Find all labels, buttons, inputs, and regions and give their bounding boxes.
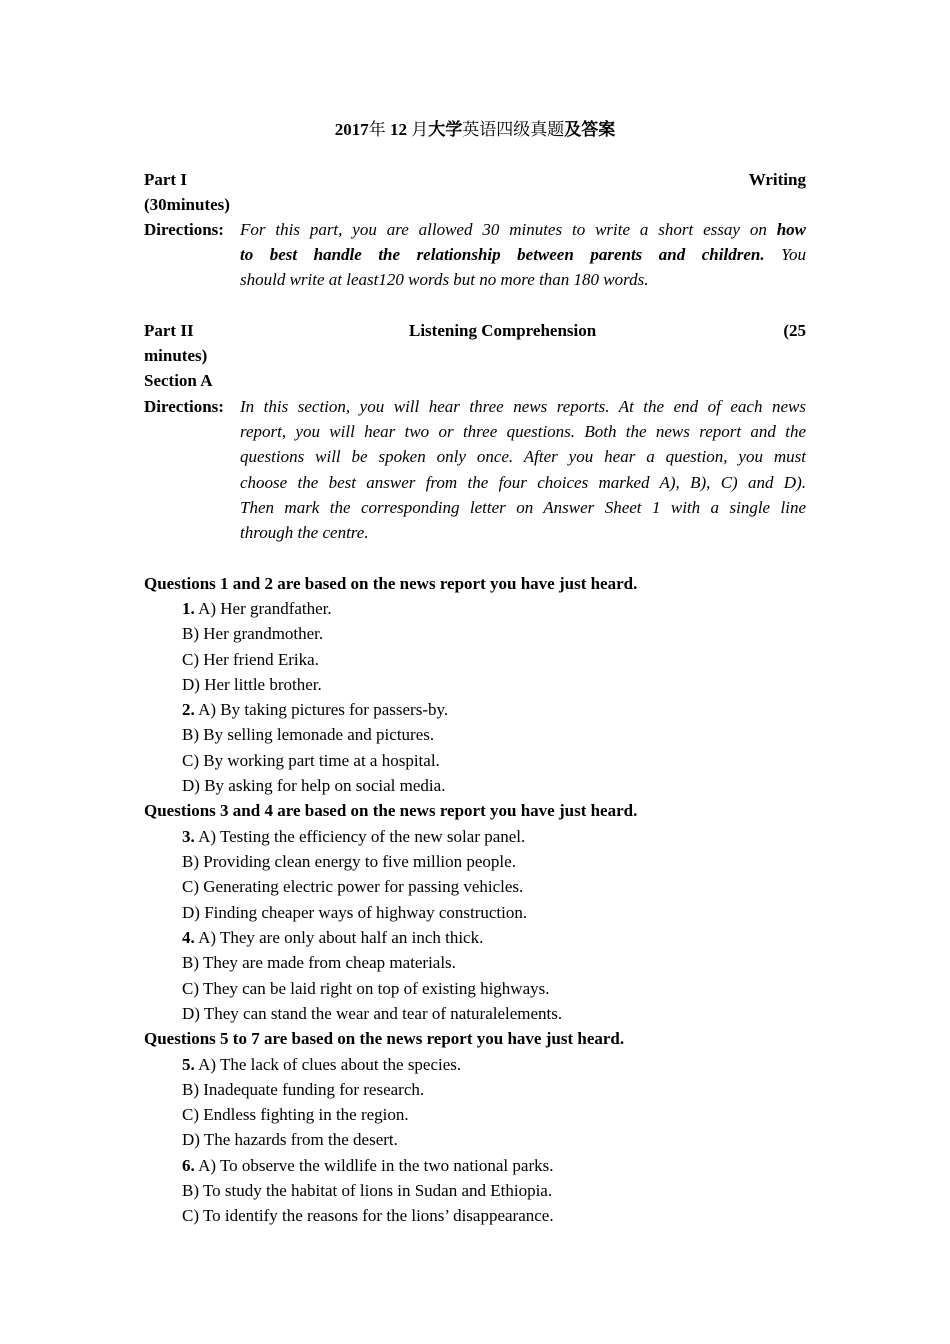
part1-directions-line: should write at least120 words but no more than 180 words. bbox=[240, 270, 649, 290]
part1-time: (30minutes) bbox=[144, 195, 230, 214]
question-option: D) By asking for help on social media. bbox=[182, 776, 446, 795]
part1-directions bbox=[240, 217, 806, 293]
part1-name: Writing bbox=[748, 170, 806, 189]
question-option: D) They can stand the wear and tear of naturalelements. bbox=[182, 1004, 563, 1023]
question-option: 1. A) Her grandfather. bbox=[182, 599, 332, 618]
part2-name: Listening Comprehension bbox=[409, 321, 597, 340]
question-option: B) By selling lemonade and pictures. bbox=[182, 725, 435, 744]
part2-directions bbox=[240, 394, 806, 545]
part1-directions-label: Directions: bbox=[144, 220, 224, 239]
question-number: 6. bbox=[182, 1156, 195, 1175]
question-group-heading: Questions 3 and 4 are based on the news report you have just heard. bbox=[144, 801, 638, 820]
question-option: B) Providing clean energy to five million people. bbox=[182, 852, 516, 871]
question-option: B) They are made from cheap materials. bbox=[182, 953, 456, 972]
question-option: C) Her friend Erika. bbox=[182, 650, 319, 669]
part1-directions-line: to best handle the relationship between parents and children. You bbox=[240, 245, 806, 265]
question-option: 5. A) The lack of clues about the species. bbox=[182, 1055, 462, 1074]
question-number: 2. bbox=[182, 700, 195, 719]
part2-header bbox=[144, 318, 806, 343]
question-option: C) Generating electric power for passing vehicles. bbox=[182, 877, 524, 896]
part2-directions-label: Directions: bbox=[144, 397, 224, 416]
part2-directions-line: choose the best answer from the four choices marked A), B), C) and D). bbox=[240, 472, 806, 492]
title-month: 12 bbox=[390, 120, 407, 139]
part1-header bbox=[144, 167, 806, 192]
part2-directions-line: Then mark the corresponding letter on Answer Sheet 1 with a single line bbox=[240, 497, 806, 517]
question-number: 5. bbox=[182, 1055, 195, 1074]
title-year: 2017 bbox=[334, 120, 369, 139]
page-title bbox=[0, 117, 950, 142]
question-number: 4. bbox=[182, 928, 195, 947]
question-group-heading: Questions 5 to 7 are based on the news report you have just heard. bbox=[144, 1029, 625, 1048]
question-option: B) Inadequate funding for research. bbox=[182, 1080, 425, 1099]
title-answers: 及答案 bbox=[564, 120, 616, 139]
part1-label: Part I bbox=[144, 170, 187, 189]
part2-directions-line: report, you will hear two or three questions. Both the news report and the bbox=[240, 422, 806, 442]
part2-directions-line: through the centre. bbox=[240, 523, 369, 543]
part2-directions-line: In this section, you will hear three news reports. At the end of each news bbox=[240, 397, 806, 416]
question-number: 1. bbox=[182, 599, 195, 618]
question-option: C) Endless fighting in the region. bbox=[182, 1105, 409, 1124]
question-option: B) To study the habitat of lions in Sudan and Ethiopia. bbox=[182, 1181, 553, 1200]
question-option: 6. A) To observe the wildlife in the two national parks. bbox=[182, 1156, 554, 1175]
part2-time-close: minutes) bbox=[144, 346, 208, 365]
question-option: 3. A) Testing the efficiency of the new solar panel. bbox=[182, 827, 526, 846]
part2-directions-line: questions will be spoken only once. After you hear a question, you must bbox=[240, 447, 806, 467]
part2-label: Part II bbox=[144, 321, 194, 340]
title-daxue: 大学 bbox=[428, 120, 463, 139]
question-group-heading: Questions 1 and 2 are based on the news report you have just heard. bbox=[144, 574, 638, 593]
question-option: C) They can be laid right on top of existing highways. bbox=[182, 979, 550, 998]
section-a-label: Section A bbox=[144, 371, 213, 390]
title-exam: 英语四级真题 bbox=[462, 120, 565, 139]
part1-directions-line: For this part, you are allowed 30 minutes to write a short essay on how bbox=[240, 220, 806, 239]
question-option: B) Her grandmother. bbox=[182, 624, 324, 643]
question-option: C) To identify the reasons for the lions’ disappearance. bbox=[182, 1206, 554, 1225]
question-option: C) By working part time at a hospital. bbox=[182, 751, 440, 770]
title-yue: 月 bbox=[411, 120, 429, 139]
question-option: D) The hazards from the desert. bbox=[182, 1130, 398, 1149]
question-option: D) Her little brother. bbox=[182, 675, 322, 694]
question-option: 2. A) By taking pictures for passers-by. bbox=[182, 700, 449, 719]
question-number: 3. bbox=[182, 827, 195, 846]
question-option: D) Finding cheaper ways of highway construction. bbox=[182, 903, 528, 922]
title-nian: 年 bbox=[368, 120, 386, 139]
question-option: 4. A) They are only about half an inch thick. bbox=[182, 928, 484, 947]
part2-time-open: (25 bbox=[783, 321, 806, 340]
